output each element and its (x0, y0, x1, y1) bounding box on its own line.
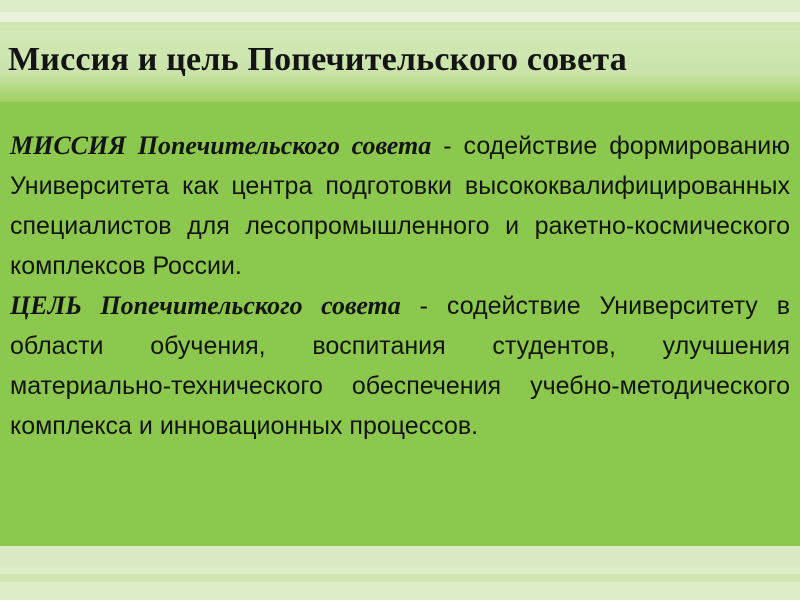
goal-label: ЦЕЛЬ Попечительского совета (10, 291, 401, 320)
top-stripe (0, 0, 800, 12)
goal-paragraph (10, 286, 790, 446)
slide-title: Миссия и цель Попечительского совета (8, 41, 627, 78)
bottom-stripe (0, 566, 800, 600)
goal-text: - содействие Университету в области обучения, воспитания студентов, улучшения материально-технического обеспечения учебно-методического комплекса и инновационных процессов. (10, 292, 790, 440)
bottom-stripe-accent (0, 574, 800, 582)
top-stripe-mid (0, 22, 800, 30)
mission-paragraph (10, 126, 790, 286)
mission-label: МИССИЯ Попечительского совета (10, 131, 432, 160)
mission-text: - содействие формированию Университета как центра подготовки высококвалифицированных специалистов для лесопромышленного и ракетно-космического комплексов России. (10, 132, 790, 280)
top-stripe-light (0, 12, 800, 22)
slide-body (10, 126, 790, 446)
